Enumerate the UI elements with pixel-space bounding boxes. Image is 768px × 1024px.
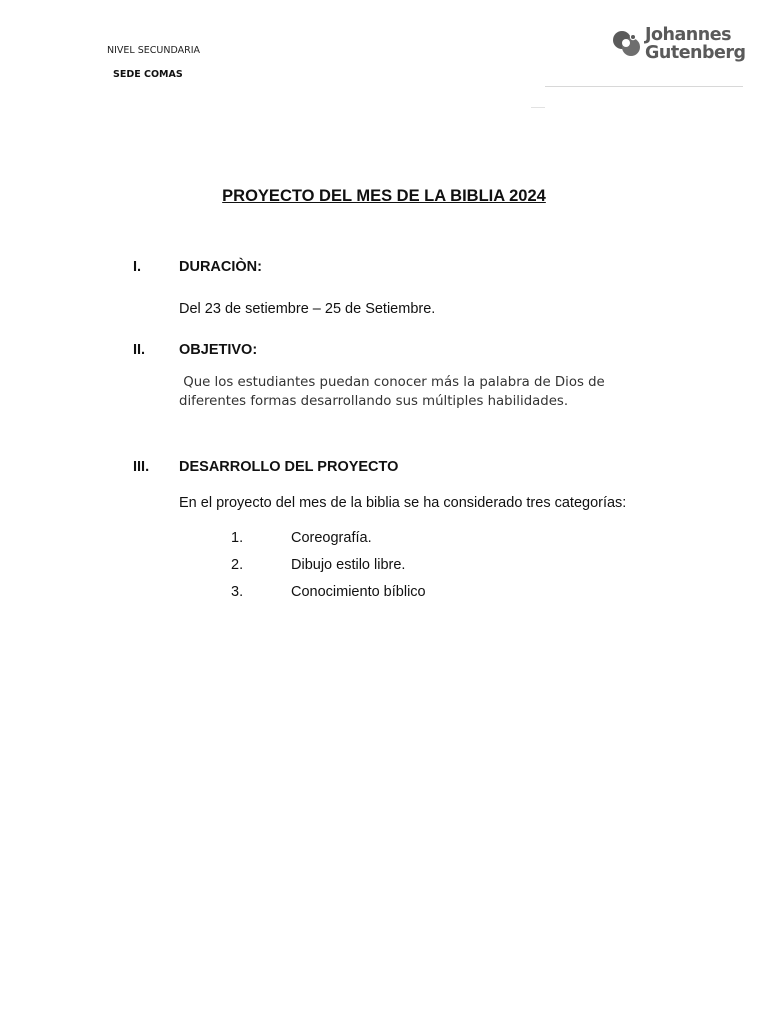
- list-item: Coreografía.: [291, 530, 372, 546]
- header-campus: SEDE COMAS: [113, 69, 183, 80]
- header-rule: [545, 86, 743, 87]
- section-number: II.: [133, 342, 146, 358]
- list-item: Conocimiento bíblico: [291, 584, 426, 600]
- header-level: NIVEL SECUNDARIA: [107, 45, 200, 56]
- list-item-number: 2.: [231, 557, 244, 573]
- objetivo-line-1: Que los estudiantes puedan conocer más la palabra de Dios de: [179, 375, 605, 390]
- page-title: PROYECTO DEL MES DE LA BIBLIA 2024: [222, 187, 546, 205]
- list-item-number: 3.: [231, 584, 244, 600]
- logo-mark-icon: [611, 28, 643, 60]
- section-title-duracion: DURACIÒN:: [179, 259, 262, 275]
- section-text-duracion: Del 23 de setiembre – 25 de Setiembre.: [179, 301, 436, 317]
- logo-line-2: Gutenberg: [645, 43, 746, 63]
- section-text-desarrollo: En el proyecto del mes de la biblia se ha considerado tres categorías:: [179, 495, 627, 511]
- logo-line-1: Johannes: [645, 25, 732, 45]
- logo-wordmark: [645, 26, 746, 62]
- section-text-objetivo: [179, 373, 649, 411]
- objetivo-line-2: diferentes formas desarrollando sus múltiples habilidades.: [179, 394, 569, 409]
- section-title-desarrollo: DESARROLLO DEL PROYECTO: [179, 459, 399, 475]
- section-number: III.: [133, 459, 150, 475]
- section-number: I.: [133, 259, 142, 275]
- header-rule-short: [531, 107, 545, 108]
- list-item: Dibujo estilo libre.: [291, 557, 406, 573]
- list-item-number: 1.: [231, 530, 244, 546]
- section-title-objetivo: OBJETIVO:: [179, 342, 258, 358]
- logo: [611, 26, 746, 66]
